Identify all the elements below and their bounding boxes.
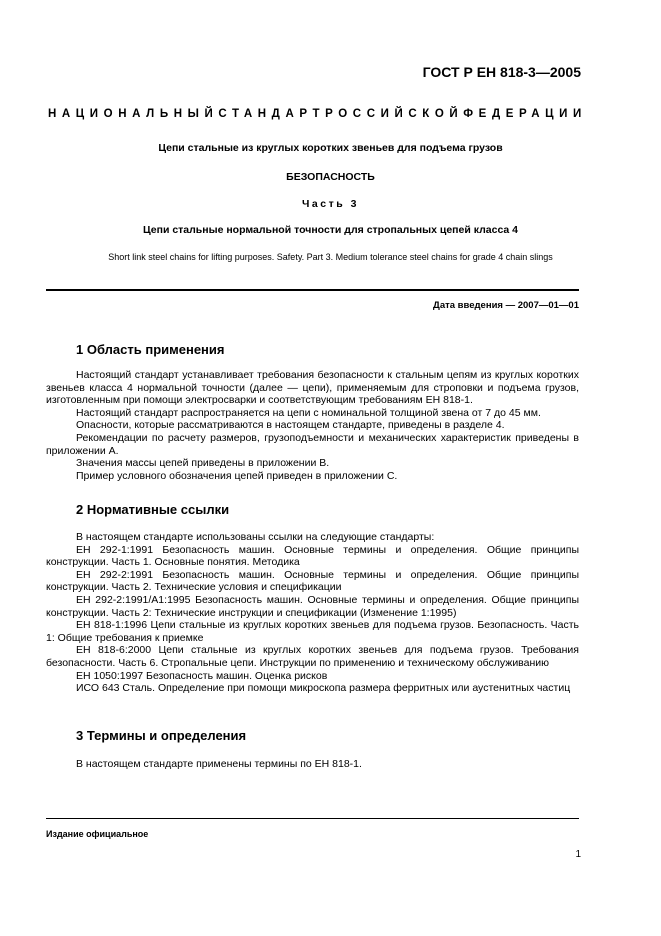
banner-word: НАЦИОНАЛЬНЫЙ	[48, 108, 219, 120]
edition-label: Издание официальное	[46, 829, 149, 839]
gost-number: ГОСТ Р ЕН 818-3—2005	[422, 64, 581, 80]
reference-item: ЕН 818-6:2000 Цепи стальные из круглых коротких звеньев для подъема грузов. Требования безопасности. Часть 6. Стропальные цепи. Инструкции по применению и техническому обслуживанию	[46, 644, 579, 669]
reference-item: ИСО 643 Сталь. Определение при помощи микроскопа размера ферритных или аустенитных частиц	[76, 682, 571, 695]
english-title: Short link steel chains for lifting purposes. Safety. Part 3. Medium tolerance steel chains for grade 4 chain slings	[108, 252, 553, 262]
paragraph: Настоящий стандарт распространяется на цепи с номинальной толщиной звена от 7 до 45 мм.	[76, 406, 541, 419]
document-subtitle: Цепи стальные нормальной точности для стропальных цепей класса 4	[142, 224, 519, 236]
reference-item: ЕН 292-2:1991/А1:1995 Безопасность машин. Основные термины и определения. Общие принципы конструкции. Часть 2: Технические инструкции и спецификации (Изменение 1:1995)	[46, 593, 579, 619]
part-label: Часть 3	[302, 198, 359, 210]
paragraph: Рекомендации по расчету размеров, грузоподъемности и механических характеристик приведены в приложении А.	[46, 431, 579, 457]
reference-item: ЕН 818-1:1996 Цепи стальные из круглых коротких звеньев для подъема грузов. Безопасность. Часть 1: Общие требования к приемке	[46, 619, 579, 644]
section-3-heading: 3 Термины и определения	[76, 728, 247, 743]
banner-word: РОССИЙСКОЙ	[325, 108, 464, 120]
reference-item: ЕН 1050:1997 Безопасность машин. Оценка рисков	[76, 669, 328, 682]
paragraph: Настоящий стандарт устанавливает требования безопасности к стальным цепям из круглых коротких звеньев класса 4 нормальной точности (далее — цепи), применяемым для строповки и подъема грузов, изготовленным при помощи электросварки и соответствующим требованиям ЕН 818-1.	[46, 369, 579, 407]
reference-item: ЕН 292-2:1991 Безопасность машин. Основные термины и определения. Общие принципы конструкции. Часть 2. Технические условия и спецификации	[46, 568, 579, 594]
paragraph: Значения массы цепей приведены в приложении В.	[76, 457, 330, 470]
section-2-body	[46, 531, 579, 695]
safety-heading: БЕЗОПАСНОСТЬ	[286, 171, 375, 183]
paragraph: В настоящем стандарте использованы ссылки на следующие стандарты:	[76, 531, 435, 543]
national-standard-banner	[48, 108, 585, 120]
section-2-heading: 2 Нормативные ссылки	[76, 502, 230, 517]
footer-divider	[46, 818, 579, 819]
section-3-body	[46, 758, 579, 771]
document-title: Цепи стальные из круглых коротких звеньев для подъема грузов	[158, 142, 503, 154]
paragraph: Пример условного обозначения цепей приведен в приложении С.	[76, 469, 398, 482]
page-number: 1	[575, 849, 581, 860]
section-1-heading: 1 Область применения	[76, 342, 225, 357]
title-divider	[46, 289, 579, 291]
reference-item: ЕН 292-1:1991 Безопасность машин. Основные термины и определения. Общие принципы конструкции. Часть 1. Основные понятия. Методика	[46, 543, 579, 569]
banner-word: СТАНДАРТ	[218, 108, 326, 120]
paragraph: В настоящем стандарте применены термины по ЕН 818-1.	[76, 758, 362, 770]
section-1-body	[46, 369, 579, 482]
banner-word: ФЕДЕРАЦИИ	[463, 108, 587, 120]
paragraph: Опасности, которые рассматриваются в настоящем стандарте, приведены в разделе 4.	[76, 419, 505, 432]
introduction-date: Дата введения — 2007—01—01	[433, 300, 579, 311]
